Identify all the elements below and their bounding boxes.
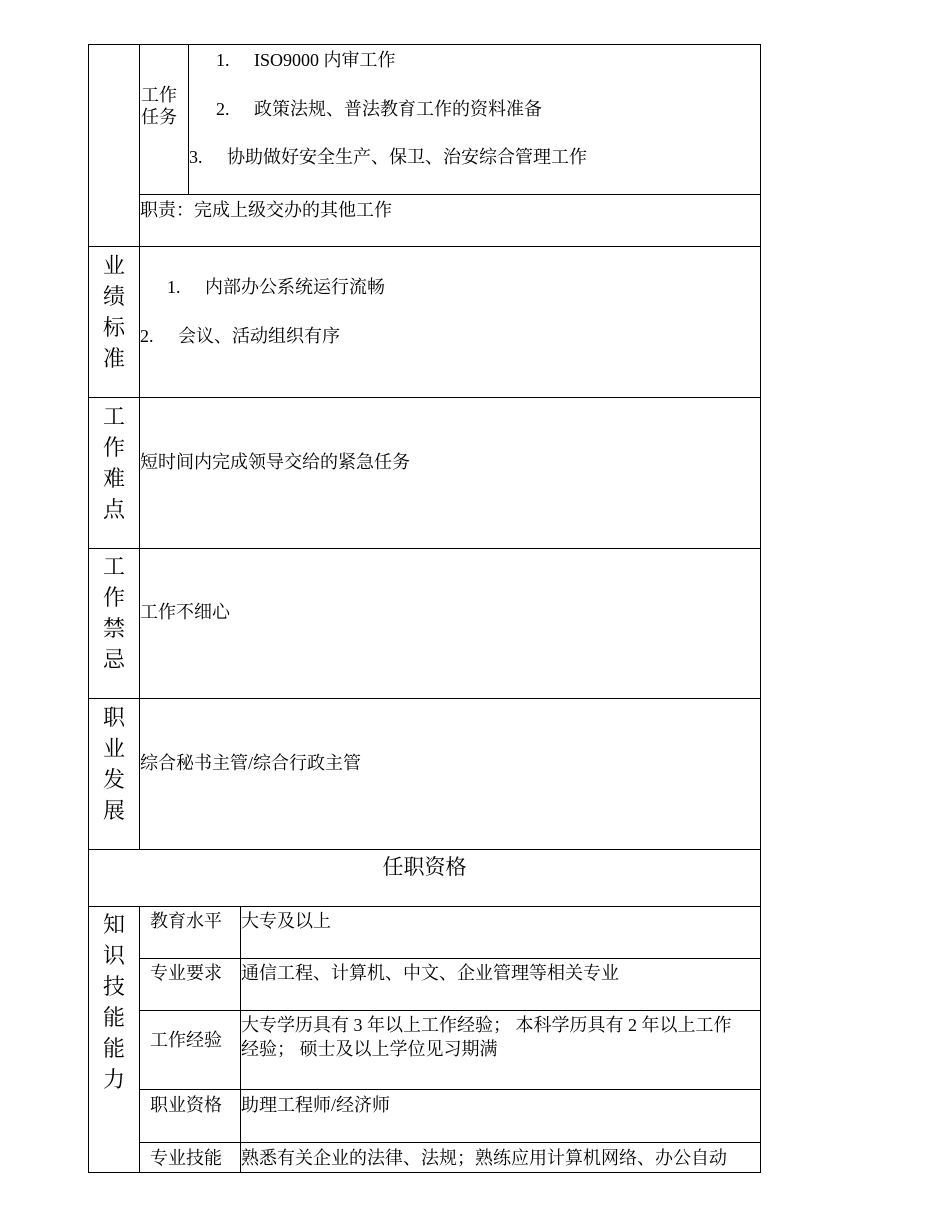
standard-item: 内部办公系统运行流畅 xyxy=(205,277,385,297)
table-border-right xyxy=(760,44,761,1173)
row-line xyxy=(88,246,761,247)
row-line xyxy=(139,1089,761,1090)
row-line xyxy=(88,906,761,907)
table-border-top xyxy=(88,44,761,45)
qual-label-experience: 工作经验 xyxy=(150,1030,222,1050)
qual-value-major: 通信工程、计算机、中文、企业管理等相关专业 xyxy=(241,963,619,983)
qual-value-experience: 大专学历具有 3 年以上工作经验； 本科学历具有 2 年以上工作经验； 硕士及以上学位见习期满 xyxy=(241,1015,732,1059)
work-taboo-text: 工作不细心 xyxy=(140,602,230,622)
row-line xyxy=(88,849,761,850)
task-number: 2. xyxy=(216,99,230,119)
performance-standard-label: 业绩标准 xyxy=(102,253,125,371)
work-tasks-label: 工作任务 xyxy=(141,85,177,127)
knowledge-skills-label: 知识技能能力 xyxy=(102,912,125,1092)
task-label-divider xyxy=(188,44,189,195)
qual-label-major: 专业要求 xyxy=(150,963,222,983)
task-number: 3. xyxy=(189,147,203,167)
row-line xyxy=(88,698,761,699)
duty-text: 职责：完成上级交办的其他工作 xyxy=(140,200,392,220)
row-line xyxy=(88,397,761,398)
qualifications-title: 任职资格 xyxy=(382,855,467,879)
qual-label-certification: 职业资格 xyxy=(150,1095,222,1115)
task-item: 协助做好安全生产、保卫、治安综合管理工作 xyxy=(227,147,587,167)
standard-number: 2. xyxy=(140,326,154,346)
task-item: 政策法规、普法教育工作的资料准备 xyxy=(254,99,542,119)
career-development-text: 综合秘书主管/综合行政主管 xyxy=(140,753,361,773)
qual-label-skills: 专业技能 xyxy=(150,1148,222,1168)
row-line xyxy=(139,1142,761,1143)
qual-label-education: 教育水平 xyxy=(150,911,222,931)
task-number: 1. xyxy=(216,50,230,70)
row-line xyxy=(88,548,761,549)
work-difficulty-text: 短时间内完成领导交给的紧急任务 xyxy=(140,452,410,472)
task-item: ISO9000 内审工作 xyxy=(254,50,396,70)
work-taboo-label: 工作禁忌 xyxy=(102,554,125,672)
row-line xyxy=(139,194,761,195)
qual-label-divider xyxy=(139,906,140,1173)
career-development-label: 职业发展 xyxy=(102,705,125,823)
row-line xyxy=(139,958,761,959)
table-border-bottom xyxy=(88,1172,761,1173)
row-line xyxy=(139,1010,761,1011)
standard-item: 会议、活动组织有序 xyxy=(178,326,340,346)
standard-number: 1. xyxy=(167,277,181,297)
table-border-left xyxy=(88,44,89,1173)
qual-value-certification: 助理工程师/经济师 xyxy=(241,1095,391,1115)
label-column-divider xyxy=(139,44,140,850)
qual-value-education: 大专及以上 xyxy=(241,911,331,931)
work-difficulty-label: 工作难点 xyxy=(102,404,125,522)
qual-value-skills: 熟悉有关企业的法律、法规；熟练应用计算机网络、办公自动 xyxy=(241,1148,727,1168)
